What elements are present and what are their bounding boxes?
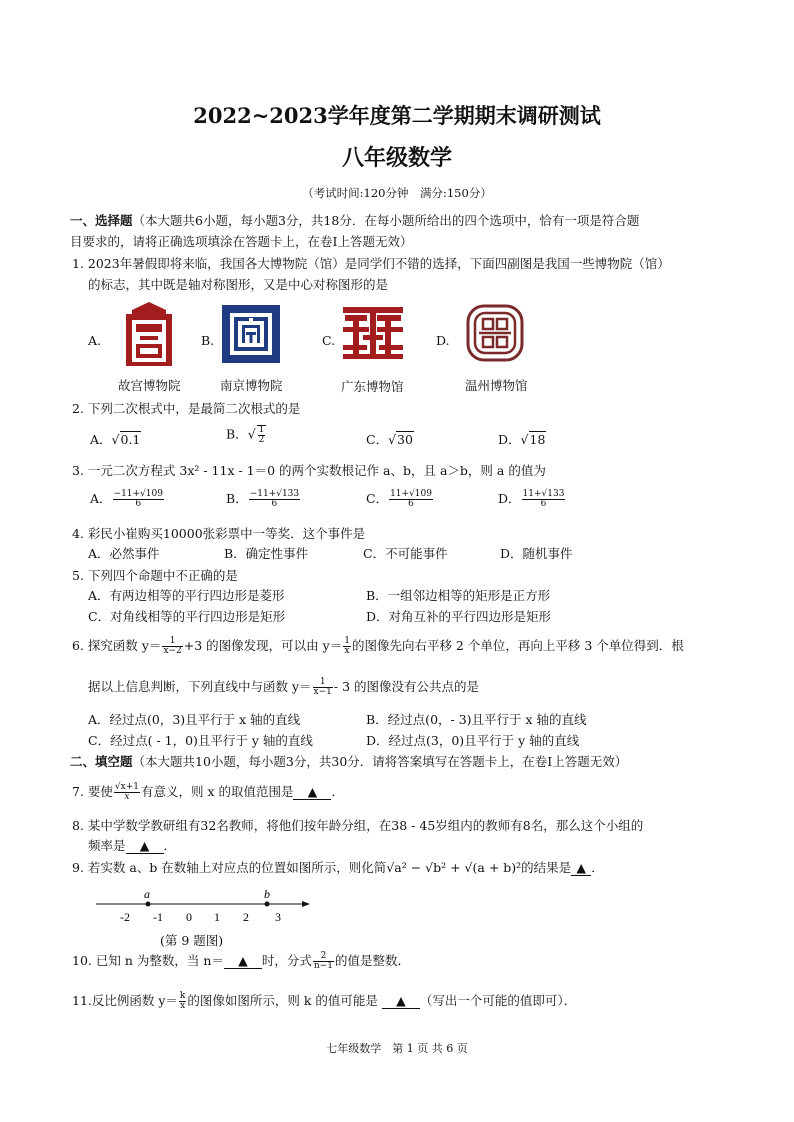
number-line-figure <box>96 886 316 926</box>
page-subtitle: 八年级数学 <box>341 145 452 171</box>
page-footer: 七年级数学 第 1 页 共 6 页 <box>326 1042 468 1055</box>
q4-stem: 4. 彩民小崔购买10000张彩票中一等奖．这个事件是 <box>72 526 366 541</box>
q5-stem: 5. 下列四个命题中不正确的是 <box>72 568 238 583</box>
q5-option-b: B．一组邻边相等的矩形是正方形 <box>366 588 551 603</box>
tick-label: -1 <box>153 910 163 924</box>
q6-option-d: D．经过点(3，0)且平行于 y 轴的直线 <box>366 733 580 748</box>
point-b-label: b <box>264 887 270 901</box>
q1-caption-d: 温州博物馆 <box>465 378 528 393</box>
q3-option-c: C． $\frac{11+√109}{6}$ <box>366 489 432 509</box>
q8-line2: 频率是 ▲ ． <box>88 838 177 853</box>
q1-caption-c: 广东博物馆 <box>341 379 404 394</box>
section1-desc: （本大题共6小题，每小题3分，共18分．在每小题所给出的四个选项中，恰有一项是符合题 <box>132 213 640 228</box>
q1-option-a-label: A. <box>88 333 102 348</box>
q2-option-b: B．√ $\frac{1}{2}$ <box>226 425 265 445</box>
q2-stem: 2. 下列二次根式中，是最简二次根式的是 <box>72 401 301 416</box>
point-a-label: a <box>144 887 150 901</box>
q9-stem: 9. 若实数 a、b 在数轴上对应点的位置如图所示，则化简√a² − √b² + √(a + b)²的结果是 ▲ ． <box>72 860 604 875</box>
exam-info: （考试时间:120分钟 满分:150分） <box>302 186 492 200</box>
q4-option-c: C．不可能事件 <box>363 546 448 561</box>
q1-line1: 1. 2023年暑假即将来临，我国各大博物院（馆）是同学们不错的选择，下面四副图是我国一些博物院（馆） <box>72 256 670 271</box>
q1-line2: 的标志，其中既是轴对称图形，又是中心对称图形的是 <box>88 277 389 292</box>
q2-option-d: D．√18 <box>498 432 546 447</box>
section1-line1 <box>70 213 639 228</box>
q4-option-b: B．确定性事件 <box>224 546 309 561</box>
nanjing-museum-logo-icon <box>222 305 280 363</box>
q7-answer-blank: ▲ <box>293 784 331 800</box>
q3-option-b: B． $\frac{-11+√133}{6}$ <box>226 489 300 509</box>
q6-option-a: A．经过点(0，3)且平行于 x 轴的直线 <box>88 712 301 727</box>
section2-desc: （本大题共10小题，每小题3分，共30分．请将答案填写在答题卡上，在卷I上答题无效） <box>132 754 628 769</box>
section2-heading: 二、填空题 <box>70 754 133 769</box>
q5-option-a: A．有两边相等的平行四边形是菱形 <box>88 588 285 603</box>
q8-answer-blank: ▲ <box>126 838 164 854</box>
q4-option-d: D．随机事件 <box>500 546 573 561</box>
point-a-dot <box>146 902 151 907</box>
q3-option-a: A． $\frac{-11+√109}{6}$ <box>90 489 163 509</box>
figure-9-caption: (第 9 题图) <box>160 933 224 948</box>
q8-line1: 8. 某中学数学教研组有32名教师，将他们按年龄分组，在38 - 45岁组内的教师有8名，那么这个小组的 <box>72 818 644 833</box>
q1-option-d-label: D. <box>436 333 450 348</box>
tick-label: -2 <box>120 910 130 924</box>
q5-option-d: D．对角互补的平行四边形是矩形 <box>366 609 552 624</box>
palace-museum-logo-icon <box>122 300 176 368</box>
tick-label: 1 <box>214 910 220 924</box>
q5-option-c: C．对角线相等的平行四边形是矩形 <box>88 609 286 624</box>
tick-label: 2 <box>243 910 249 924</box>
wenzhou-museum-logo-icon <box>465 303 525 363</box>
q6-option-b: B．经过点(0，- 3)且平行于 x 轴的直线 <box>366 712 587 727</box>
section1-heading: 一、选择题 <box>70 213 133 228</box>
q1-caption-a: 故宫博物院 <box>118 378 181 393</box>
tick-label: 0 <box>186 910 192 924</box>
page-title: 2022~2023学年度第二学期期末调研测试 <box>193 103 601 128</box>
section2-line <box>70 754 627 769</box>
q11: 11.反比例函数 y＝ $\frac{k}{x}$ 的图像如图所示，则 k 的值可能是 ▲ （写出一个可能的值即可）． <box>72 991 577 1011</box>
q3-option-d: D． $\frac{11+√133}{6}$ <box>498 489 565 509</box>
q10-answer-blank: ▲ <box>224 953 262 969</box>
q2-option-a: A．√0.1 <box>90 432 141 447</box>
q6-line2: 据以上信息判断，下列直线中与函数 y＝ $\frac{1}{x-1}$ - 3 的图像没有公共点的是 <box>88 677 480 697</box>
q6-option-c: C．经过点( - 1，0)且平行于 y 轴的直线 <box>88 733 313 748</box>
tick-label: 3 <box>275 910 281 924</box>
q10: 10. 已知 n 为整数，当 n＝ ▲ 时，分式 $\frac{2}{n-1}$ 的值是整数． <box>72 951 410 971</box>
q11-answer-blank: ▲ <box>382 993 420 1009</box>
q2-option-c: C．√30 <box>366 432 413 447</box>
q1-option-c-label: C. <box>322 333 336 348</box>
q1-option-b-label: B. <box>201 333 215 348</box>
q1-caption-b: 南京博物院 <box>220 378 283 393</box>
q6-line1: 6. 探究函数 y＝ $\frac{1}{x-2}$ +3 的图像发现，可以由 y＝ $\frac{1}{x}$ 的图像先向右平移 2 个单位，再向上平移 3 个单位得到．根 <box>72 636 684 656</box>
point-b-dot <box>265 902 270 907</box>
q7: 7. 要使 $\frac{√x+1}{x}$ 有意义，则 x 的取值范围是 ▲ ． <box>72 782 344 802</box>
guangdong-museum-logo-icon <box>343 305 403 361</box>
q3-stem: 3. 一元二次方程式 3x² - 11x - 1＝0 的两个实数根记作 a、b，且 a＞b，则 a 的值为 <box>72 463 546 478</box>
q9-expression: √a² − √b² + √(a + b)² <box>386 860 522 875</box>
q4-option-a: A．必然事件 <box>88 546 160 561</box>
q9-answer-blank: ▲ <box>571 860 591 876</box>
section1-desc-line2: 目要求的，请将正确选项填涂在答题卡上，在卷I上答题无效） <box>70 234 413 249</box>
